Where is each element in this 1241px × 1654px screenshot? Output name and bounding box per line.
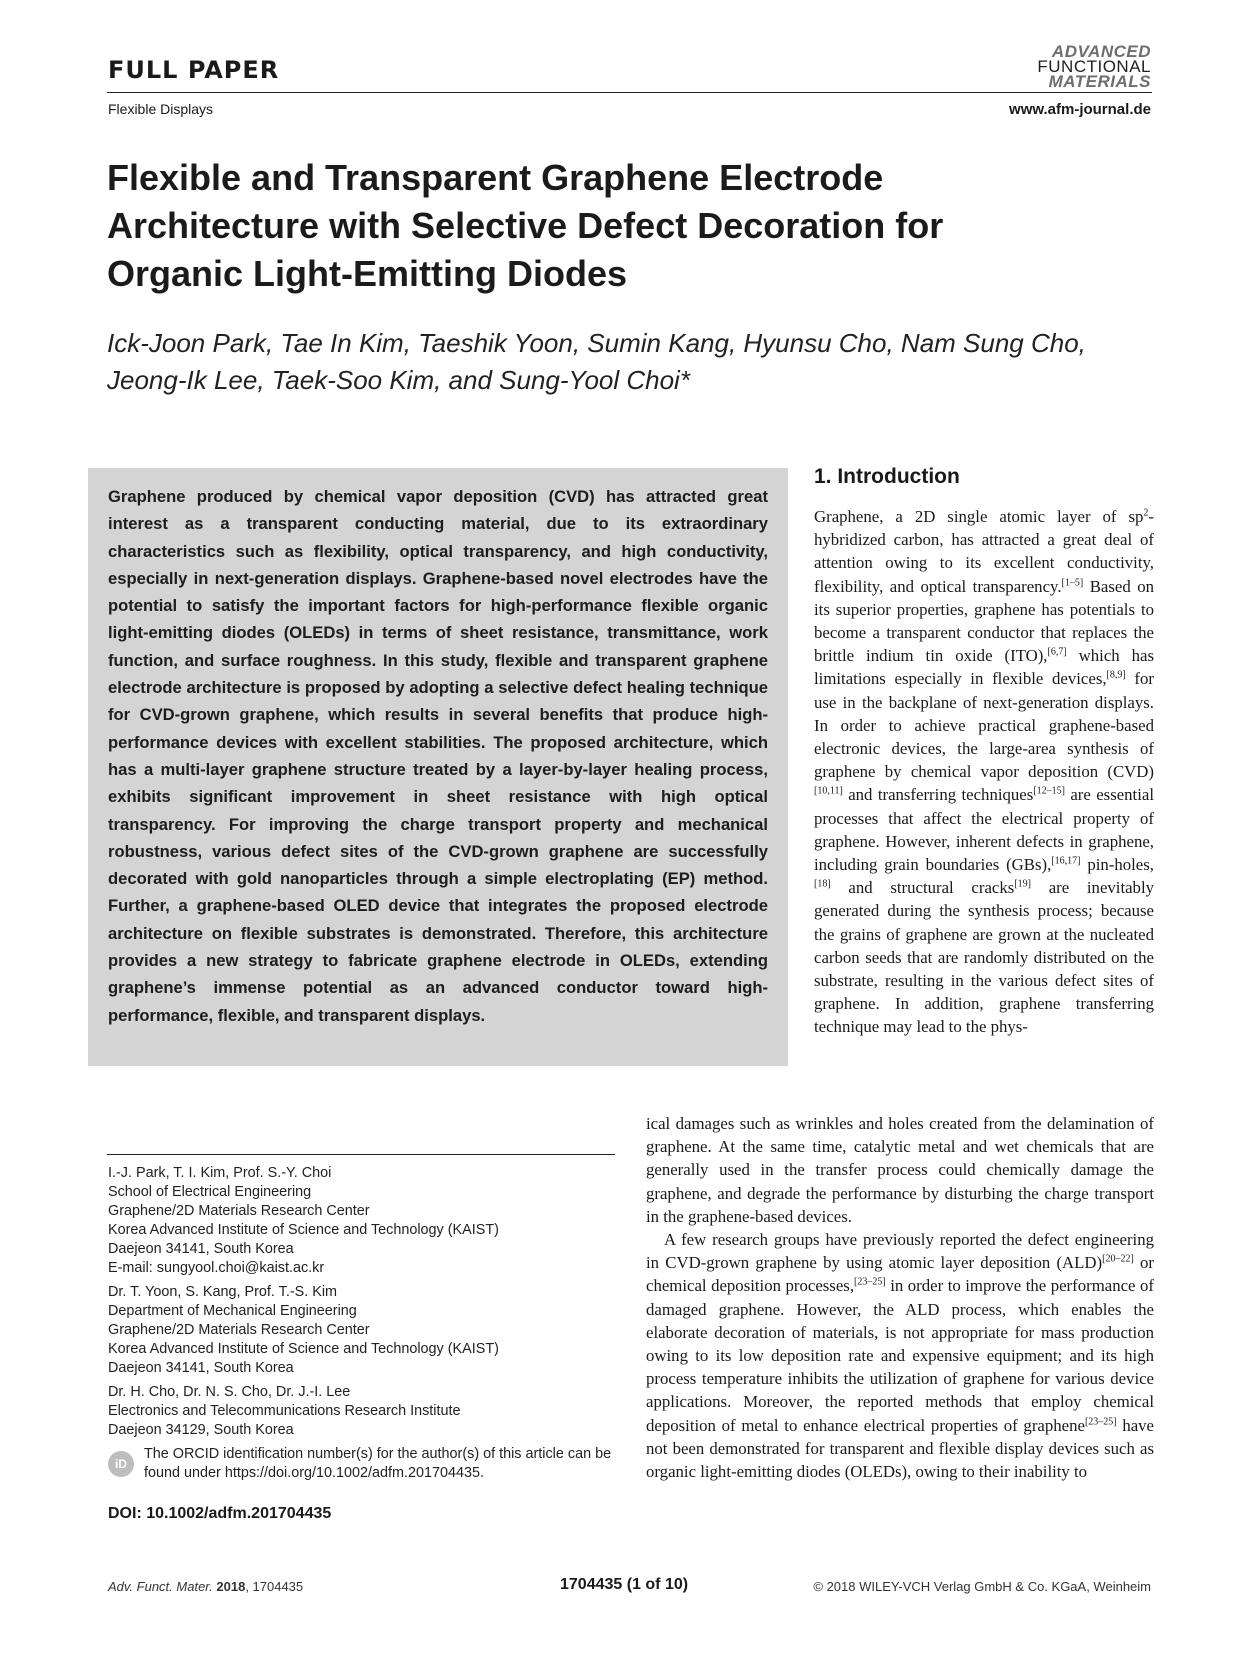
journal-logo-line-3: MATERIALS	[1048, 72, 1151, 91]
journal-logo-line-2: FUNCTIONAL	[1037, 57, 1151, 76]
affiliation-line: Daejeon 34129, South Korea	[108, 1422, 294, 1438]
journal-url-link[interactable]: www.afm-journal.de	[1009, 101, 1151, 118]
author-list: Ick-Joon Park, Tae In Kim, Taeshik Yoon, Sumin Kang, Hyunsu Cho, Nam Sung Cho, Jeong-Ik Lee, Taek-Soo Kim, and Sung-Yool Choi*	[107, 328, 1086, 395]
footer-article-number: , 1704435	[245, 1579, 304, 1594]
affiliation-line: Korea Advanced Institute of Science and Technology (KAIST)	[108, 1341, 499, 1357]
affiliation-line: School of Electrical Engineering	[108, 1184, 312, 1200]
footer-year: 2018	[216, 1579, 246, 1594]
affiliation-block	[108, 1283, 628, 1378]
footer-journal: Adv. Funct. Mater.	[108, 1579, 213, 1594]
corresponding-email-link[interactable]: E-mail: sungyool.choi@kaist.ac.kr	[108, 1260, 325, 1276]
affiliation-block	[108, 1383, 628, 1440]
header-rule	[107, 92, 1152, 93]
affiliation-line: Daejeon 34141, South Korea	[108, 1360, 294, 1376]
intro-paragraph-1: Graphene, a 2D single atomic layer of $sp^2$-hybridized carbon, has attracted a great deal of attention owing to its excellent conductivity, flexibility, and optical transparency.[1–5] Based on its superior properties, graphene has potentials to become a transparent conductor that replaces the brittle indium tin oxide (ITO),[6,7] which has limitations especially in flexible devices,[8,9] for use in the backplane of next-generation displays. In order to achieve practical graphene-based electronic devices, the large-area synthesis of graphene by chemical vapor deposition (CVD)[10,11] and transferring techniques[12–15] are essential processes that affect the electrical property of graphene. However, inherent defects in graphene, including grain boundaries (GBs),[16,17] pin-holes,[18] and structural cracks[19] are inevitably generated during the synthesis process; because the grains of graphene are grown at the nucleated carbon seeds that are randomly distributed on the substrate, resulting in the various defect sites of graphene. In addition, graphene transferring technique may lead to the phys-	[814, 507, 1155, 1037]
section-heading-introduction: 1. Introduction	[814, 465, 960, 488]
affiliation-line: Graphene/2D Materials Research Center	[108, 1322, 370, 1338]
article-type-label: FULL PAPER	[108, 56, 280, 84]
affiliation-line: Department of Mechanical Engineering	[108, 1303, 357, 1319]
paper-title: Flexible and Transparent Graphene Electrode Architecture with Selective Defect Decoration for Organic Light-Emitting Diodes	[107, 157, 944, 294]
affiliation-block	[108, 1164, 628, 1278]
affiliation-line: Daejeon 34141, South Korea	[108, 1241, 294, 1257]
affiliation-rule	[107, 1154, 615, 1155]
intro-paragraph-2: A few research groups have previously reported the defect engineering in CVD-grown graphene by using atomic layer deposition (ALD)[20–22] or chemical deposition processes,[23–25] in order to improve the performance of damaged graphene. However, the ALD process, which enables the elaborate decoration of materials, is not appropriate for mass production owing to its low deposition rate and expensive equipment; and its high process temperature inhibits the utilization of graphene for various device applications. Moreover, the reported methods that employ chemical deposition of metal to enhance electrical properties of graphene[23–25] have not been demonstrated for transparent and flexible display devices such as organic light-emitting diodes (OLEDs), owing to their inability to	[646, 1230, 1154, 1482]
section-label: Flexible Displays	[108, 101, 214, 117]
journal-logo	[1037, 44, 1151, 89]
affiliation-line: Korea Advanced Institute of Science and Technology (KAIST)	[108, 1222, 499, 1238]
affiliation-line: Graphene/2D Materials Research Center	[108, 1203, 370, 1219]
affiliations	[108, 1164, 628, 1445]
affiliation-line: Electronics and Telecommunications Research Institute	[108, 1403, 461, 1419]
intro-wide-column	[646, 1112, 1154, 1483]
intro-paragraph-1-continued: ical damages such as wrinkles and holes created from the delamination of graphene. At the same time, catalytic metal and wet chemicals that are generally used in the transfer process could chemically damage the graphene, and degrade the performance by disturbing the charge transport in the graphene-based devices.	[646, 1114, 1154, 1226]
journal-logo-line-1: ADVANCED	[1051, 42, 1151, 61]
footer-page-number: 1704435 (1 of 10)	[560, 1576, 689, 1593]
affiliation-line: Dr. T. Yoon, S. Kang, Prof. T.-S. Kim	[108, 1284, 338, 1300]
affiliation-line: I.-J. Park, T. I. Kim, Prof. S.-Y. Choi	[108, 1165, 332, 1181]
footer-copyright: © 2018 WILEY-VCH Verlag GmbH & Co. KGaA, Weinheim	[813, 1579, 1151, 1594]
footer-citation	[108, 1579, 303, 1594]
intro-paragraph-1-right-column	[814, 505, 1154, 1039]
orcid-icon: iD	[108, 1451, 134, 1477]
abstract-text: Graphene produced by chemical vapor deposition (CVD) has attracted great interest as a transparent conducting material, due to its extraordinary characteristics such as flexibility, optical transparency, and high conductivity, especially in next-generation displays. Graphene-based novel electrodes have the potential to satisfy the important factors for high-performance flexible organic light-emitting diodes (OLEDs) in terms of sheet resistance, transmittance, work function, and surface roughness. In this study, flexible and transparent graphene electrode architecture is proposed by adopting a selective defect healing technique for CVD-grown graphene, which results in several benefits that produce high-performance devices with excellent stabilities. The proposed architecture, which has a multi-layer graphene structure treated by a layer-by-layer healing process, exhibits significant improvement in sheet resistance with high optical transparency. For improving the charge transport property and mechanical robustness, various defect sites of the CVD-grown graphene are successfully decorated with gold nanoparticles through a simple electroplating (EP) method. Further, a graphene-based OLED device that integrates the proposed electrode architecture on flexible substrates is demonstrated. Therefore, this architecture provides a new strategy to fabricate graphene electrode in OLEDs, extending graphene’s immense potential as an advanced conductor toward high-performance, flexible, and transparent displays.	[108, 487, 768, 1025]
orcid-note-link[interactable]: The ORCID identification number(s) for the author(s) of this article can be found under https://doi.org/10.1002/adfm.201704435.	[144, 1446, 612, 1481]
affiliation-line: Dr. H. Cho, Dr. N. S. Cho, Dr. J.-I. Lee	[108, 1384, 351, 1400]
doi-link[interactable]: DOI: 10.1002/adfm.201704435	[108, 1505, 332, 1522]
